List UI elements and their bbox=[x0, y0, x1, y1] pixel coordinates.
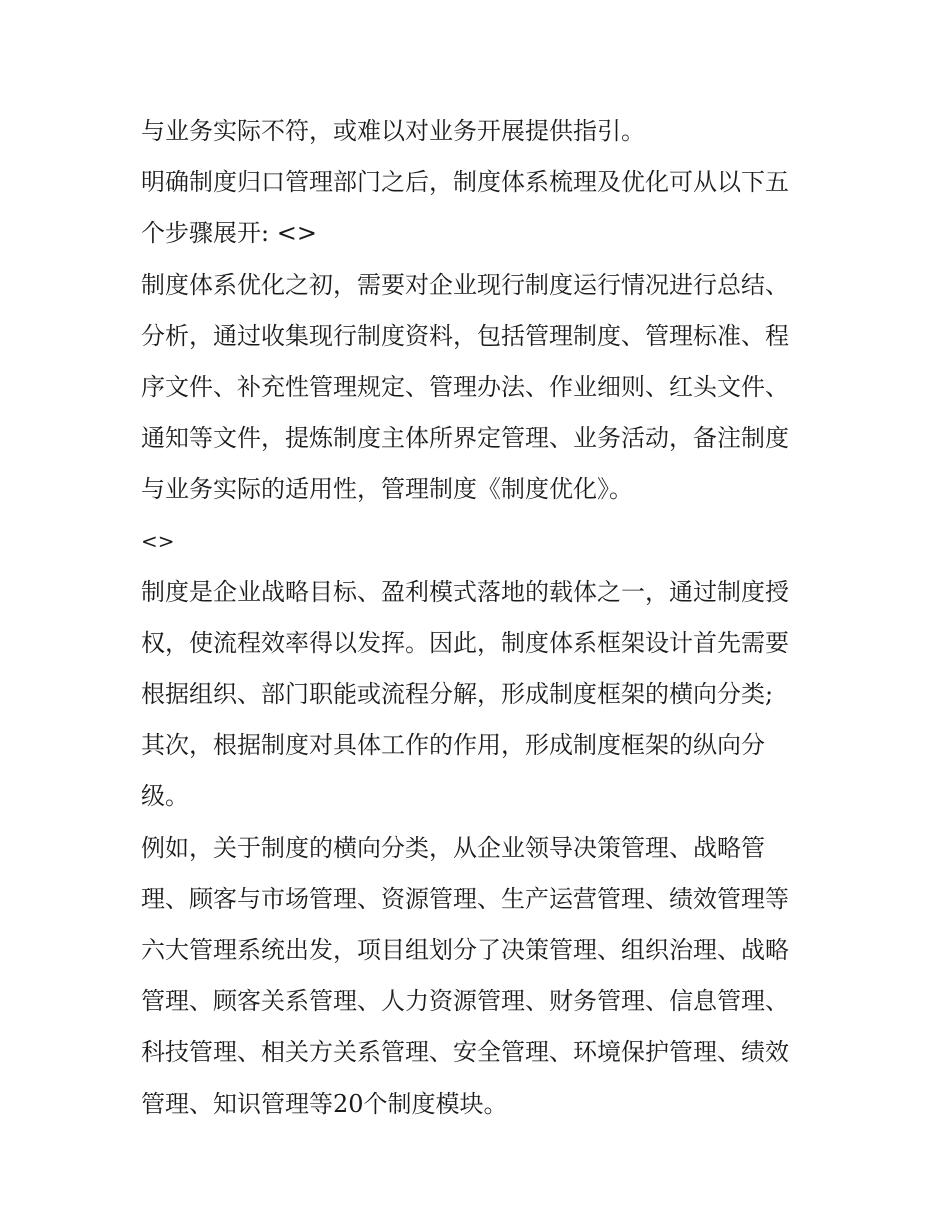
text-line: 与业务实际的适用性，管理制度《制度优化》。 bbox=[141, 475, 633, 504]
document-body bbox=[141, 106, 831, 1130]
text-line: 六大管理系统出发，项目组划分了决策管理、组织治理、战略 bbox=[141, 936, 789, 964]
text-line: <> bbox=[141, 528, 175, 553]
text-line: 管理、知识管理等20个制度模块。 bbox=[141, 1089, 508, 1118]
text-line: 通知等文件，提炼制度主体所界定管理、业务活动，备注制度 bbox=[141, 424, 789, 453]
text-line: 权，使流程效率得以发挥。因此，制度体系框架设计首先需要 bbox=[141, 628, 789, 657]
text-line: 分析，通过收集现行制度资料，包括管理制度、管理标准、程 bbox=[141, 321, 789, 350]
text-line: 其次，根据制度对具体工作的作用，形成制度框架的纵向分 bbox=[141, 731, 765, 760]
text-line: 级。 bbox=[141, 782, 189, 811]
text-line: 与业务实际不符，或难以对业务开展提供指引。 bbox=[141, 117, 645, 145]
text-line: 个步骤展开: <> bbox=[141, 219, 317, 248]
text-line: 例如，关于制度的横向分类，从企业领导决策管理、战略管 bbox=[141, 833, 765, 862]
text-line: 理、顾客与市场管理、资源管理、生产运营管理、绩效管理等 bbox=[141, 884, 789, 913]
text-line: 管理、顾客关系管理、人力资源管理、财务管理、信息管理、 bbox=[141, 987, 789, 1016]
text-line: 制度是企业战略目标、盈利模式落地的载体之一，通过制度授 bbox=[141, 577, 789, 606]
text-line: 科技管理、相关方关系管理、安全管理、环境保护管理、绩效 bbox=[141, 1038, 789, 1067]
text-line: 根据组织、部门职能或流程分解，形成制度框架的横向分类; bbox=[141, 680, 774, 709]
text-line: 制度体系优化之初，需要对企业现行制度运行情况进行总结、 bbox=[141, 270, 789, 299]
text-line: 明确制度归口管理部门之后，制度体系梳理及优化可从以下五 bbox=[141, 168, 789, 197]
text-line: 序文件、补充性管理规定、管理办法、作业细则、红头文件、 bbox=[141, 372, 789, 401]
